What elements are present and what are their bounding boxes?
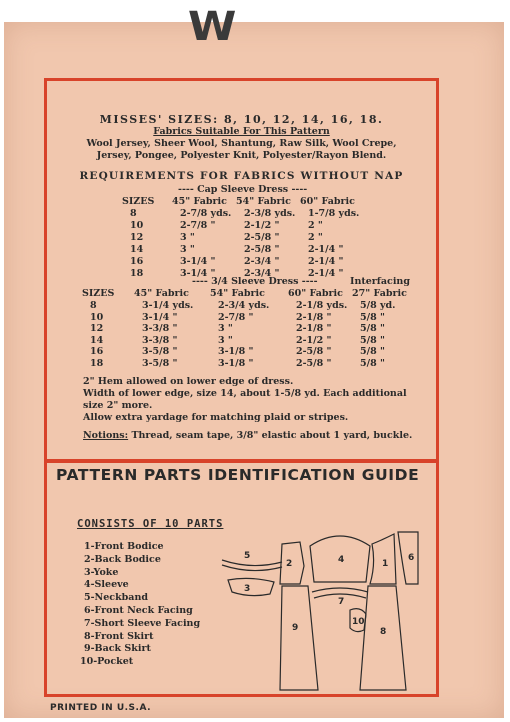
diagram-label-2: 2 [286, 559, 293, 569]
three_quarter-table-cell: 5/8 " [360, 346, 385, 357]
three_quarter-table-cell: 2-5/8 " [296, 357, 332, 369]
three_quarter-table-cell: 2-1/8 " [296, 311, 332, 323]
cap_sleeve-table-cell: 2-1/2 " [244, 220, 280, 231]
cap_sleeve-table-cell: 2-3/4 " [244, 256, 280, 267]
requirements-title: REQUIREMENTS FOR FABRICS WITHOUT NAP [79, 170, 404, 182]
cap_sleeve-table-cell: 2-5/8 " [244, 244, 280, 255]
three_quarter-table-header: 60" Fabric [288, 288, 343, 299]
notions-line [83, 430, 412, 441]
three_quarter-table-cell: 3-5/8 " [142, 346, 178, 357]
three-quarter-title: ---- 3/4 Sleeve Dress ---- [192, 276, 318, 287]
cap_sleeve-table-cell: 18 [130, 268, 144, 279]
cap_sleeve-table-cell: 2-1/4 " [308, 256, 344, 267]
cap_sleeve-table-cell: 16 [130, 256, 144, 267]
part-item: 4-Sleeve [84, 579, 129, 591]
diagram-label-1: 1 [382, 559, 389, 569]
fabrics-line-1: Wool Jersey, Sheer Wool, Shantung, Raw Silk, Wool Crepe, [86, 138, 397, 149]
fabrics-line-2: Jersey, Pongee, Polyester Knit, Polyester/Rayon Blend. [96, 150, 387, 161]
three_quarter-table-cell: 10 [90, 311, 104, 323]
cap_sleeve-table-cell: 2-3/4 " [244, 268, 280, 279]
part-item: 7-Short Sleeve Facing [84, 617, 201, 629]
three_quarter-table-cell: 2-1/2 " [296, 334, 332, 346]
cap_sleeve-table-cell: 2-1/4 " [308, 244, 344, 255]
cap_sleeve-table-header: 60" Fabric [300, 196, 355, 207]
part-item: 3-Yoke [84, 566, 119, 578]
diagram-label-4: 4 [338, 555, 345, 565]
yoke-piece [228, 578, 274, 595]
three_quarter-table-cell: 2-5/8 " [296, 346, 332, 357]
diagram-label-5: 5 [244, 551, 251, 561]
three_quarter-table-cell: 3-1/4 yds. [142, 300, 194, 311]
cap_sleeve-table-cell: 10 [130, 220, 144, 231]
back-skirt-piece [280, 586, 318, 690]
cap-sleeve-title: ---- Cap Sleeve Dress ---- [178, 184, 308, 195]
part-item: 5-Neckband [84, 592, 148, 604]
cap_sleeve-table-cell: 3-1/4 " [180, 268, 216, 279]
parts-list [80, 541, 201, 669]
three_quarter-table-cell: 5/8 " [360, 311, 385, 323]
three_quarter-table-cell: 5/8 " [360, 323, 385, 334]
three_quarter-table-cell: 3-3/8 " [142, 334, 178, 346]
front-skirt-piece [360, 586, 406, 690]
diagram-label-6: 6 [408, 553, 415, 563]
cap_sleeve-table-cell: 3 " [180, 232, 195, 243]
three_quarter-table-header: 27" Fabric [352, 288, 407, 299]
diagram-label-3: 3 [244, 584, 251, 594]
cap_sleeve-table-cell: 2-7/8 yds. [180, 208, 232, 219]
cap_sleeve-table-cell: 3 " [180, 244, 195, 255]
three_quarter-table-cell: 8 [90, 300, 97, 311]
cap_sleeve-table-cell: 2-5/8 " [244, 232, 280, 243]
brand-mark: W [187, 4, 235, 50]
three_quarter-table-header: SIZES [82, 288, 115, 299]
width-note-1: Width of lower edge, size 14, about 1-5/8 yd. Each additional [83, 388, 407, 399]
cap_sleeve-table-header: 54" Fabric [236, 196, 291, 207]
three_quarter-table-cell: 2-1/8 yds. [296, 300, 348, 311]
three_quarter-table-cell: 5/8 yd. [360, 300, 396, 311]
three_quarter-table-cell: 12 [90, 323, 104, 334]
cap_sleeve-table-cell: 14 [130, 244, 144, 255]
three_quarter-table-cell: 3-1/8 " [218, 346, 254, 357]
three_quarter-table-header: 54" Fabric [210, 288, 265, 299]
three_quarter-table-cell: 3 " [218, 334, 233, 346]
notions-label: Notions: [83, 430, 129, 441]
cap_sleeve-table-cell: 1-7/8 yds. [308, 208, 360, 219]
cap_sleeve-table-header: 45" Fabric [172, 196, 227, 207]
width-note-2: size 2" more. [83, 400, 153, 411]
diagram-label-8: 8 [380, 627, 387, 637]
sizes-line: MISSES' SIZES: 8, 10, 12, 14, 16, 18. [99, 113, 384, 126]
fabrics-title: Fabrics Suitable For This Pattern [153, 126, 330, 137]
three_quarter-table-cell: 3-5/8 " [142, 357, 178, 369]
consists-label: CONSISTS OF 10 PARTS [77, 518, 224, 530]
short-sleeve-facing-piece [312, 588, 368, 592]
cap_sleeve-table-cell: 3-1/4 " [180, 256, 216, 267]
diagram-label-10: 10 [352, 617, 365, 627]
guide-divider [47, 459, 436, 463]
cap_sleeve-table-cell: 2 " [308, 232, 323, 243]
part-item: 10-Pocket [80, 656, 134, 668]
notions-text: Thread, seam tape, 3/8" elastic about 1 yard, buckle. [131, 430, 413, 441]
cap_sleeve-table-cell: 2-1/4 " [308, 268, 344, 279]
hem-note: 2" Hem allowed on lower edge of dress. [83, 376, 294, 387]
three_quarter-table-cell: 5/8 " [360, 357, 385, 369]
cap_sleeve-table-cell: 12 [130, 232, 144, 243]
printed-in-usa: PRINTED IN U.S.A. [50, 703, 151, 713]
three_quarter-table-cell: 16 [90, 346, 104, 357]
three_quarter-table-cell: 3-1/4 " [142, 311, 178, 323]
part-item: 6-Front Neck Facing [84, 604, 193, 616]
part-item: 9-Back Skirt [84, 643, 151, 655]
diagram-label-9: 9 [292, 623, 299, 633]
part-item: 8-Front Skirt [84, 630, 154, 642]
neckband-piece [222, 560, 282, 566]
plaid-note: Allow extra yardage for matching plaid or stripes. [83, 412, 349, 423]
cap_sleeve-table-cell: 2-3/8 yds. [244, 208, 296, 219]
cap_sleeve-table-header: SIZES [122, 196, 155, 207]
three_quarter-table-cell: 2-7/8 " [218, 311, 254, 323]
three_quarter-table-cell: 3 " [218, 323, 233, 334]
three_quarter-table-cell: 2-1/8 " [296, 323, 332, 334]
part-item: 1-Front Bodice [84, 541, 164, 552]
diagram-label-7: 7 [338, 597, 345, 607]
pattern-pieces-diagram [200, 522, 430, 692]
cap_sleeve-table-cell: 2 " [308, 220, 323, 231]
three_quarter-table-cell: 3-1/8 " [218, 357, 254, 369]
interfacing-label: Interfacing [350, 276, 410, 287]
three_quarter-table-cell: 3-3/8 " [142, 323, 178, 334]
three_quarter-table-cell: 18 [90, 357, 104, 369]
cap_sleeve-table-cell: 2-7/8 " [180, 220, 216, 231]
guide-title: PATTERN PARTS IDENTIFICATION GUIDE [56, 466, 420, 484]
part-item: 2-Back Bodice [84, 553, 161, 565]
three_quarter-table-cell: 2-3/4 yds. [218, 300, 270, 311]
three_quarter-table-cell: 5/8 " [360, 334, 385, 346]
three_quarter-table-header: 45" Fabric [134, 288, 189, 299]
cap_sleeve-table-cell: 8 [130, 208, 137, 219]
three_quarter-table-cell: 14 [90, 334, 104, 346]
